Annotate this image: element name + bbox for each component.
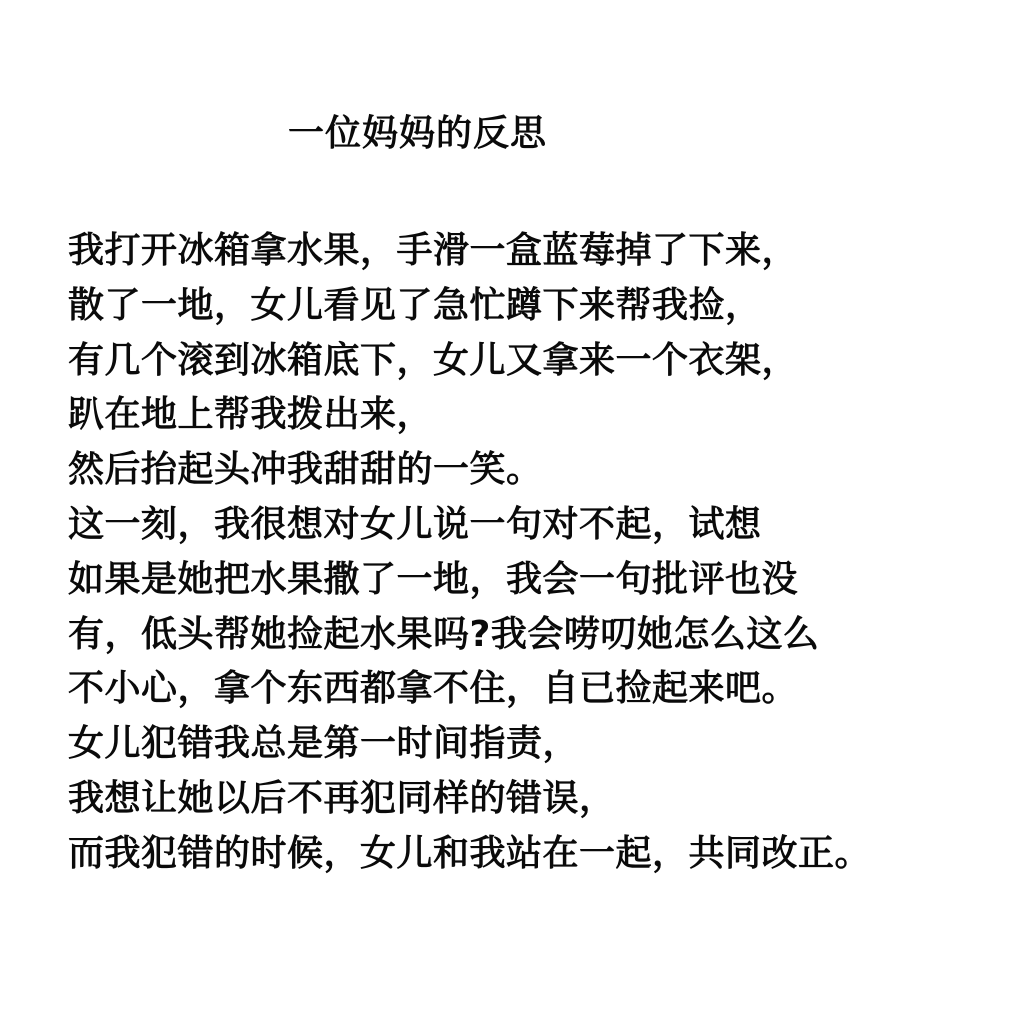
text-line: 然后抬起头冲我甜甜的一笑。	[68, 449, 543, 491]
text-line: 而我犯错的时候，女儿和我站在一起，共同改正。	[68, 832, 872, 874]
document-title: 一位妈妈的反思	[288, 113, 548, 154]
text-line: 不小心，拿个东西都拿不住，自已捡起来吧。	[68, 668, 799, 710]
text-line: 如果是她把水果撒了一地，我会一句批评也没	[68, 558, 799, 600]
text-line: 趴在地上帮我拨出来，	[68, 394, 434, 436]
text-line: 这一刻，我很想对女儿说一句对不起，试想	[68, 503, 762, 545]
text-line: 有，低头帮她捡起水果吗?我会唠叨她怎么这么	[68, 613, 820, 655]
text-line: 散了一地，女儿看见了急忙蹲下来帮我捡，	[68, 284, 762, 326]
text-line: 有几个滚到冰箱底下，女儿又拿来一个衣架，	[68, 339, 799, 381]
text-line: 女儿犯错我总是第一时间指责，	[68, 723, 580, 765]
text-line: 我想让她以后不再犯同样的错误，	[68, 777, 616, 819]
text-line: 我打开冰箱拿水果，手滑一盒蓝莓掉了下来，	[68, 230, 799, 271]
document-body	[68, 224, 1008, 882]
